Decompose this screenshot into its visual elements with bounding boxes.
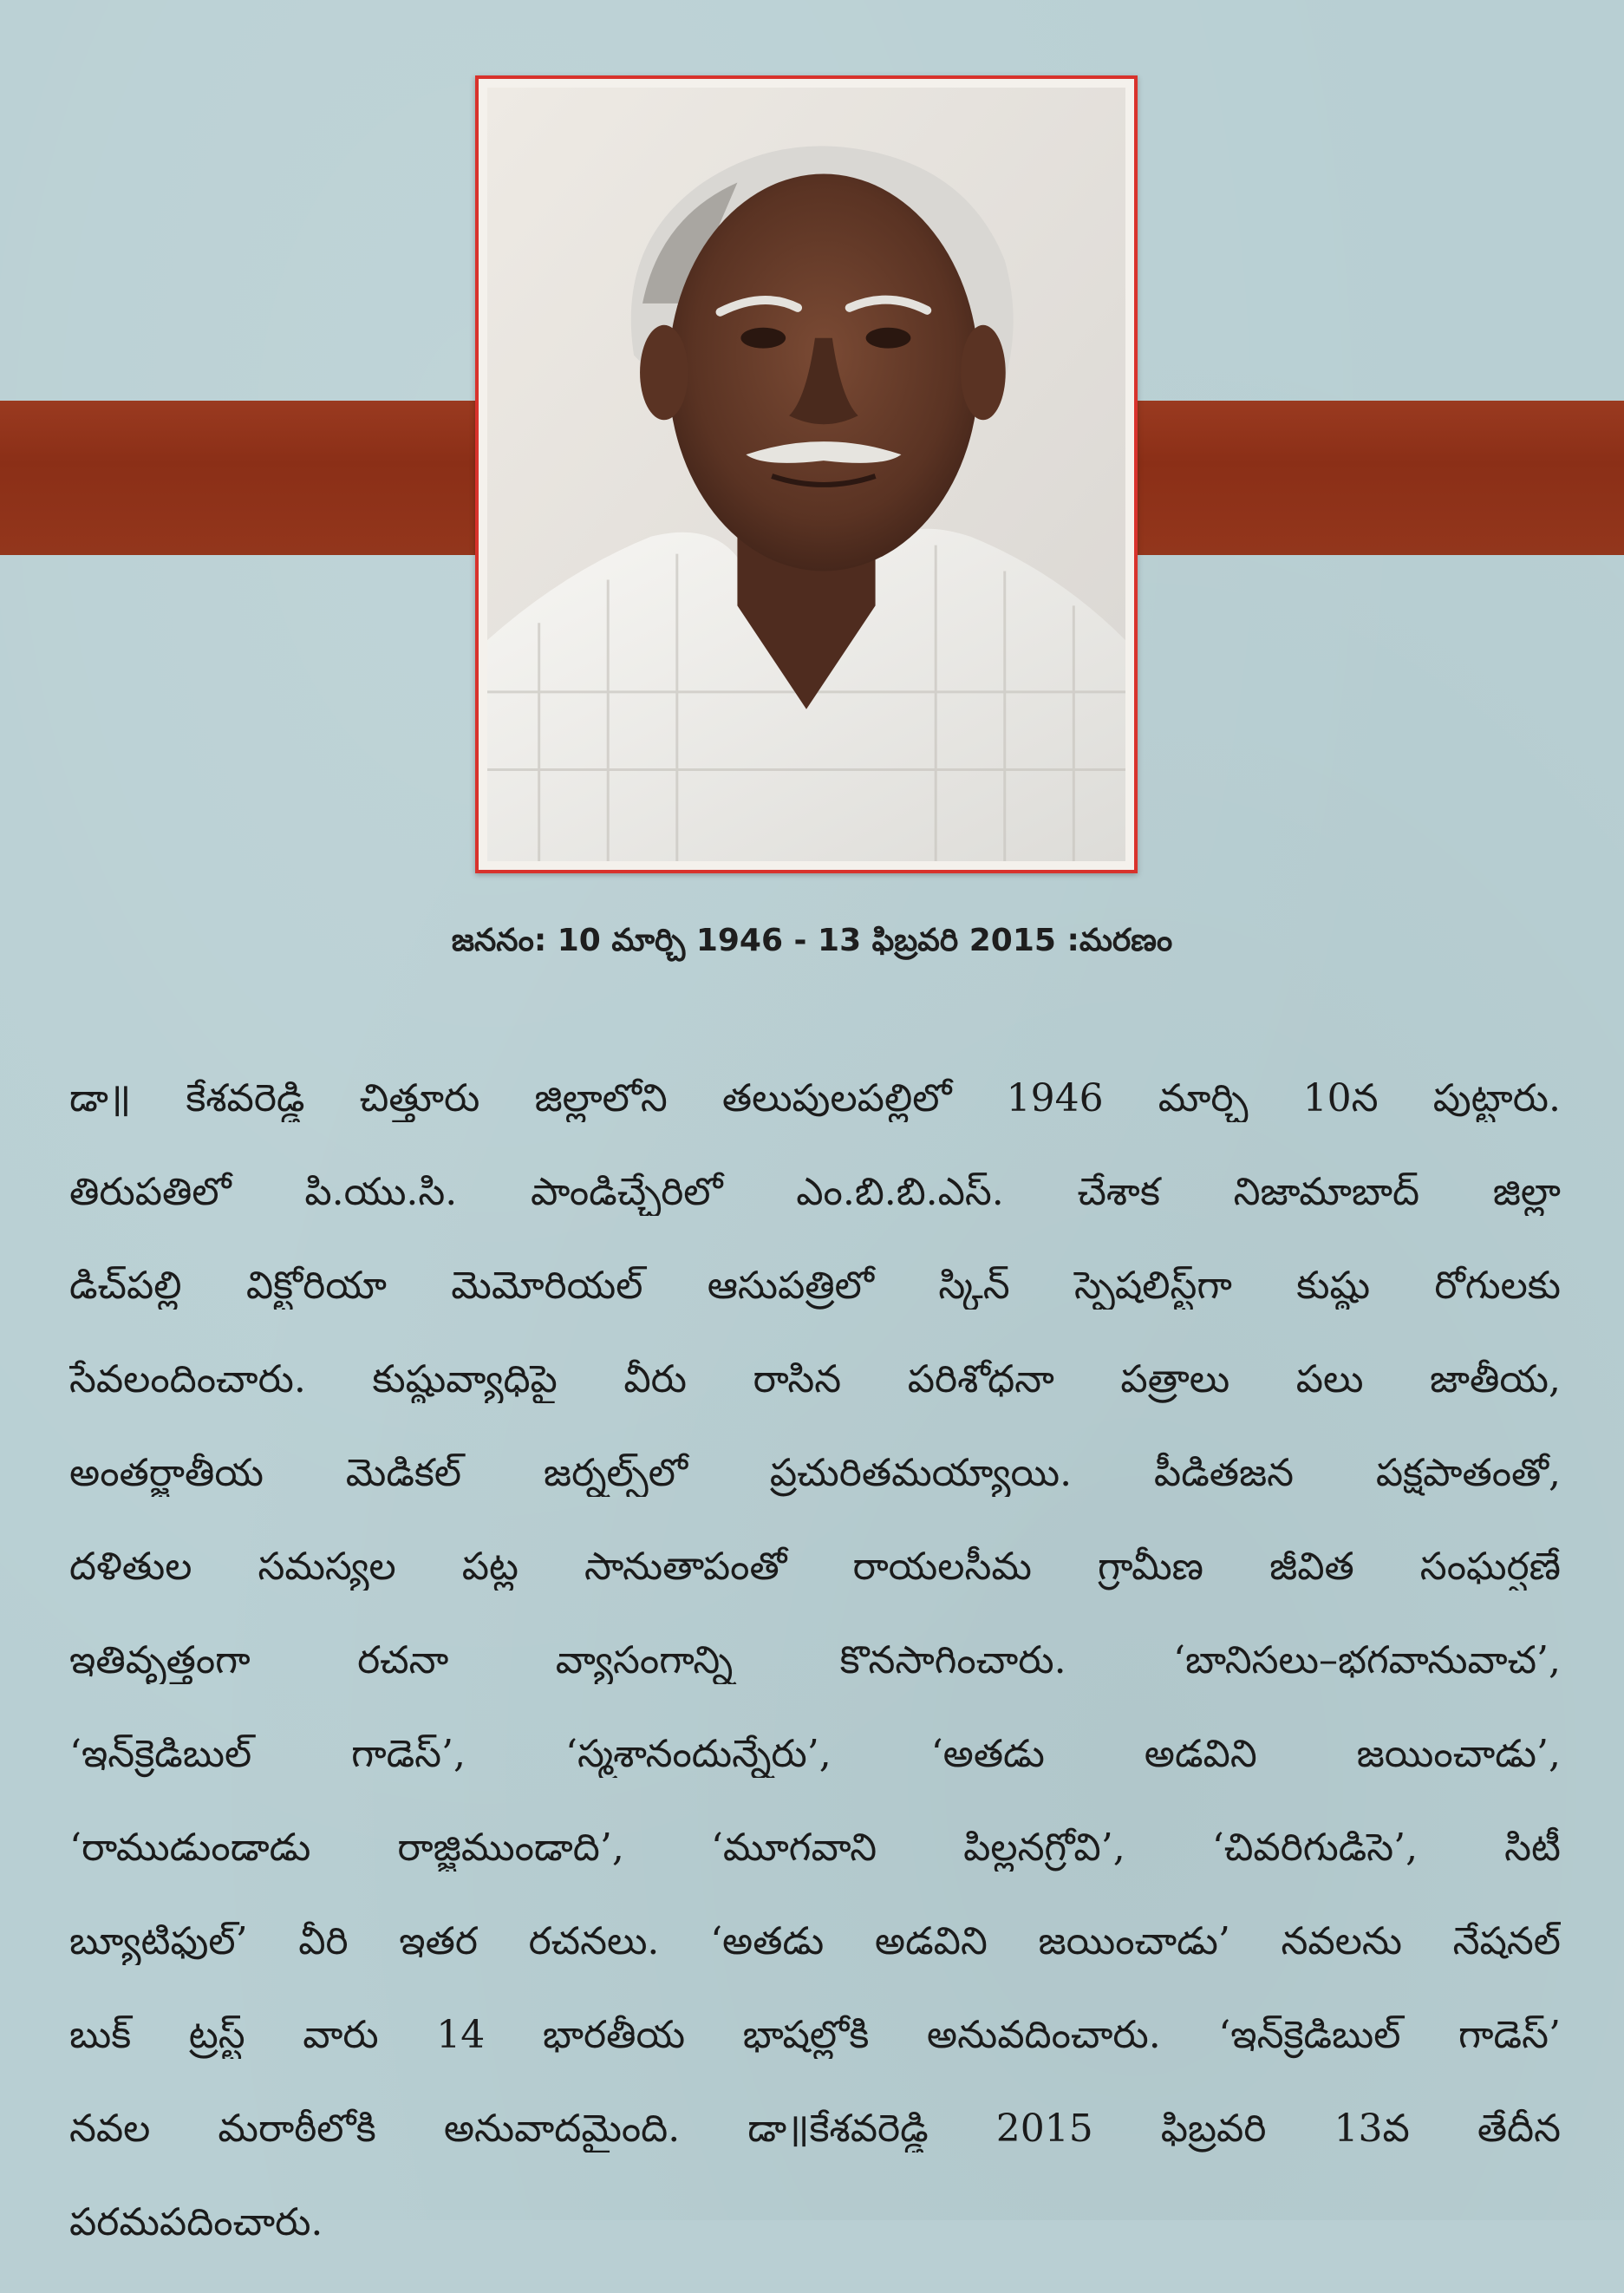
bio-line: నవల మరాఠీలోకి అనువాదమైంది. డా॥కేశవరెడ్డి 2015 ఫిబ్రవరి 13వ తేదీన (69, 2107, 1561, 2151)
bio-line: డా॥ కేశవరెడ్డి చిత్తూరు జిల్లాలోని తలుపులపల్లిలో 1946 మార్చి 10న పుట్టారు. (69, 1076, 1561, 1120)
bio-line: దళితుల సమస్యల పట్ల సానుతాపంతో రాయలసీమ గ్రామీణ జీవిత సంఘర్షణే (69, 1545, 1561, 1589)
bio-line: అంతర్జాతీయ మెడికల్ జర్నల్స్‌లో ప్రచురితమయ్యాయి. పీడితజన పక్షపాతంతో, (69, 1451, 1561, 1495)
bio-line: ఇతివృత్తంగా రచనా వ్యాసంగాన్ని కొనసాగించారు. ‘బానిసలు–భగవానువాచ’, (69, 1638, 1561, 1682)
author-portrait-image (487, 88, 1125, 861)
author-photo-frame (475, 75, 1138, 873)
bio-line: ‘రాముడుండాడు రాజ్జిముండాది’, ‘మూగవాని పిల్లనగ్రోవి’, ‘చివరిగుడిసె’, సిటీ (69, 1826, 1561, 1870)
author-biography (69, 1075, 1561, 2293)
bio-line: ‘ఇన్‌క్రెడిబుల్ గాడెస్’, ‘స్మశానందున్నేరు’, ‘అతడు అడవిని జయించాడు’, (69, 1732, 1561, 1776)
bio-line: డిచ్‌పల్లి విక్టోరియా మెమోరియల్ ఆసుపత్రిలో స్కిన్ స్పెషలిస్ట్‌గా కుష్ఠు రోగులకు (69, 1264, 1561, 1308)
bio-line: బుక్ ట్రస్ట్ వారు 14 భారతీయ భాషల్లోకి అనువదించారు. ‘ఇన్‌క్రెడిబుల్ గాడెస్’ (69, 2013, 1561, 2057)
life-dates-caption: జననం: 10 మార్చి 1946 - 13 ఫిబ్రవరి 2015 :మరణం (451, 923, 1173, 958)
bio-line: తిరుపతిలో పి.యు.సి. పాండిచ్చేరిలో ఎం.బి.బి.ఎస్. చేశాక నిజామాబాద్ జిల్లా (69, 1170, 1561, 1214)
bio-line: పరమపదించారు. (69, 2200, 323, 2244)
bio-line: బ్యూటిఫుల్’ వీరి ఇతర రచనలు. ‘అతడు అడవిని జయించాడు’ నవలను నేషనల్ (69, 1919, 1561, 1963)
bio-line: సేవలందించారు. కుష్ఠువ్యాధిపై వీరు రాసిన పరిశోధనా పత్రాలు పలు జాతీయ, (69, 1357, 1561, 1401)
